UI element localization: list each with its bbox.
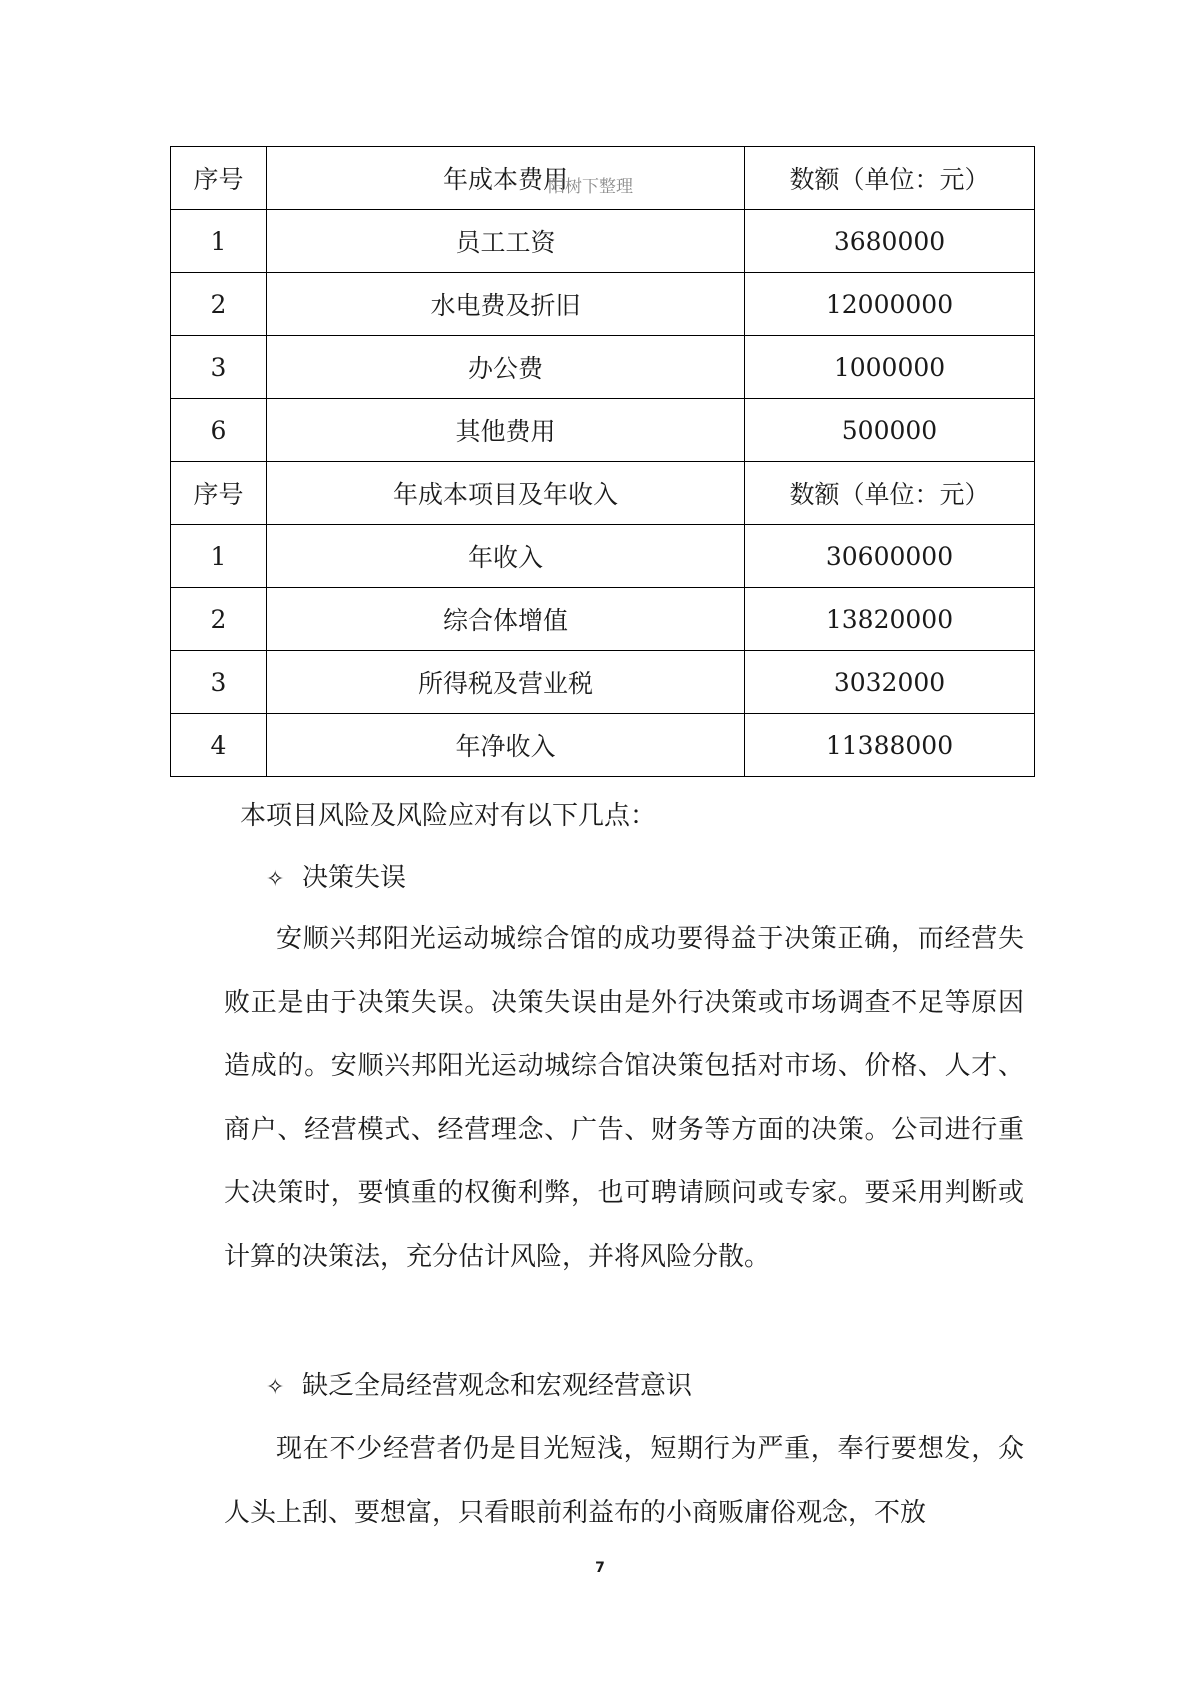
table-cell-item: 所得税及营业税 xyxy=(267,651,745,714)
table-row xyxy=(171,525,1035,588)
section-body-decision: 安顺兴邦阳光运动城综合馆的成功要得益于决策正确，而经营失败正是由于决策失误。决策失误由是外行决策或市场调查不足等原因造成的。安顺兴邦阳光运动城综合馆决策包括对市场、价格、人才、商户、经营模式、经营理念、广告、财务等方面的决策。公司进行重大决策时，要慎重的权衡利弊，也可聘请顾问或专家。要采用判断或计算的决策法，充分估计风险，并将风险分散。 xyxy=(224,924,1024,1272)
table-cell-item: 员工工资 xyxy=(267,210,745,273)
table-cell-item: 水电费及折旧 xyxy=(267,273,745,336)
table-cell-no: 3 xyxy=(171,651,267,714)
table-cell-amount: 1000000 xyxy=(745,336,1035,399)
table-cell-item: 年净收入 xyxy=(267,714,745,777)
table-row xyxy=(171,588,1035,651)
table-cell-no: 2 xyxy=(171,588,267,651)
table-cell-amount: 数额（单位：元） xyxy=(745,147,1035,210)
risk-intro-text: 本项目风险及风险应对有以下几点： xyxy=(240,801,657,831)
table-cell-amount: 30600000 xyxy=(745,525,1035,588)
watermark-text: 阳树下整理 xyxy=(548,177,633,197)
table-cell-item: 年收入 xyxy=(267,525,745,588)
table-cell-no: 6 xyxy=(171,399,267,462)
table-row xyxy=(171,714,1035,777)
table-row xyxy=(171,210,1035,273)
table-cell-no: 3 xyxy=(171,336,267,399)
section-heading-global-concept xyxy=(266,1366,692,1408)
cost-income-table xyxy=(170,146,1035,777)
table-cell-item: 办公费 xyxy=(267,336,745,399)
diamond-bullet-icon: ✧ xyxy=(266,1375,285,1400)
table-cell-no: 序号 xyxy=(171,147,267,210)
table-cell-amount: 13820000 xyxy=(745,588,1035,651)
table-cell-item: 年成本费用 xyxy=(267,147,745,210)
table-cell-no: 4 xyxy=(171,714,267,777)
table-cell-amount: 12000000 xyxy=(745,273,1035,336)
section-heading-text: 决策失误 xyxy=(302,863,407,893)
section-heading-decision xyxy=(266,858,406,900)
table-cell-item: 综合体增值 xyxy=(267,588,745,651)
table-cell-no: 1 xyxy=(171,525,267,588)
table-row xyxy=(171,336,1035,399)
section-heading-text: 缺乏全局经营观念和宏观经营意识 xyxy=(302,1371,693,1401)
table-cell-no: 2 xyxy=(171,273,267,336)
table-cell-amount: 数额（单位：元） xyxy=(745,462,1035,525)
table-body xyxy=(171,147,1035,777)
table-row xyxy=(171,399,1035,462)
section-body-global-concept: 现在不少经营者仍是目光短浅，短期行为严重，奉行要想发，众人头上刮、要想富，只看眼前利益布的小商贩庸俗观念，不放 xyxy=(224,1434,1024,1528)
table-row xyxy=(171,651,1035,714)
page-number: 7 xyxy=(595,1560,605,1576)
table-cell-amount: 3032000 xyxy=(745,651,1035,714)
table-cell-item: 其他费用 xyxy=(267,399,745,462)
table-cell-no: 1 xyxy=(171,210,267,273)
table-cell-amount: 500000 xyxy=(745,399,1035,462)
table-cell-amount: 3680000 xyxy=(745,210,1035,273)
table-row xyxy=(171,273,1035,336)
table-cell-item: 年成本项目及年收入 xyxy=(267,462,745,525)
table-cell-no: 序号 xyxy=(171,462,267,525)
table-cell-amount: 11388000 xyxy=(745,714,1035,777)
table-header-row xyxy=(171,462,1035,525)
diamond-bullet-icon: ✧ xyxy=(266,867,285,892)
